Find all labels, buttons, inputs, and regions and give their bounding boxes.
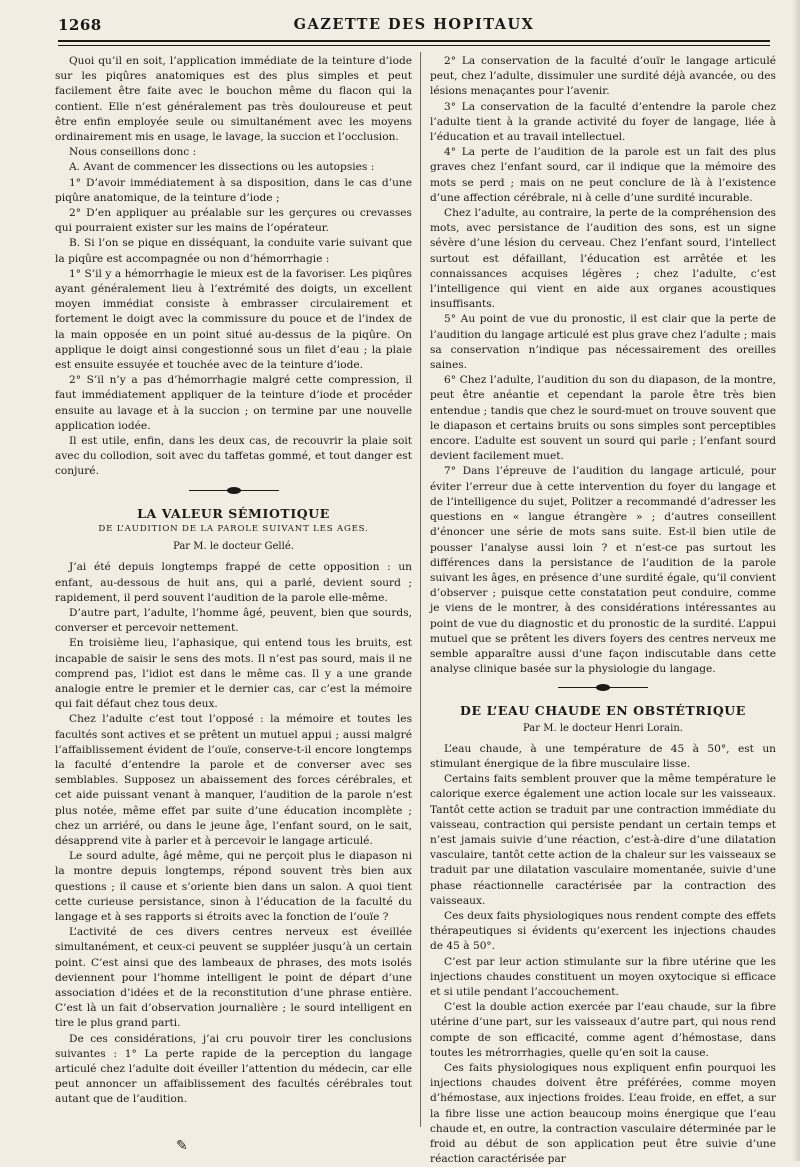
section-separator <box>55 484 412 496</box>
page-edge-shadow <box>792 0 800 1161</box>
paragraph: D’autre part, l’adulte, l’homme âgé, peuvent, bien que sourds, converser et percevoir nettement. <box>55 606 412 635</box>
paragraph: Chez l’adulte c’est tout l’opposé : la mémoire et toutes les facultés sont actives et se prêtent un mutuel appui ; aussi malgré l’affaiblissement évident de l’ouïe, conserve-t-il encore longtemps la faculté d’entendre la parole et de converser avec ses semblables. Supposez un abaissement des forces cérébrales, et cet aide puissant venant à manquer, l’audition de la parole n’est plus notée, même effet par suite d’une éducation incomplète ; chez un arriéré, ou dans le jeune âge, l’enfant sourd, on le sait, désapprend vite à parler et à percevoir le langage articulé. <box>55 713 412 847</box>
article-byline: Par M. le docteur Gellé. <box>173 541 294 553</box>
paragraph: Nous conseillons donc : <box>69 146 197 159</box>
column-divider <box>420 52 421 1127</box>
paragraph: En troisième lieu, l’aphasique, qui entend tous les bruits, est incapable de saisir le sens des mots. Il n’est pas sourd, mais il ne comprend pas, l’idiot est dans le même cas. Il y a une grande analogie entre le premier et le dernier cas, car c’est la mémoire qui fait défaut chez tous deux. <box>55 637 412 711</box>
page-number: 1268 <box>58 16 102 34</box>
paragraph: 5° Au point de vue du pronostic, il est clair que la perte de l’audition du langage articulé est plus grave chez l’adulte ; mais sa conservation n’indique pas nécessairement des oreilles saines. <box>430 313 776 372</box>
paragraph: 1° S’il y a hémorrhagie le mieux est de la favoriser. Les piqûres ayant généralement lieu à l’extrémité des doigts, un excellent moyen immédiat consiste à embrasser circulairement et fortement le doigt avec la commissure du pouce et de l’index de la main opposée en un point situé au-dessus de la piqûre. On applique le doigt ainsi congestionné sous un filet d’eau ; la plaie est ensuite essuyée et touchée avec de la teinture d’iode. <box>55 267 412 372</box>
paragraph: 7° Dans l’épreuve de l’audition du langage articulé, pour éviter l’erreur due à cette intervention du foyer du langage et de l’intelligence du sujet, Politzer a recommandé d’adresser les questions en « langue étrangère » ; d’autres conseillent d’énoncer une série de mots sans suite. Est-il bien utile de pousser l’analyse aussi loin ? et n’est-ce pas surtout les différences dans la persistance de l’audition de la parole suivant les âges, en présence d’une surdité égale, qu’il convient d’observer ; puisque cette constatation peut conduire, comme je viens de le montrer, à des considérations intéressantes au point de vue du diagnostic et du pronostic de la surdité. L’appui mutuel que se prêtent les divers foyers des centres nerveux me semble apparaître aussi d’une façon indiscutable dans cette analyse clinique basée sur la physiologie du langage. <box>430 465 776 676</box>
right-column <box>430 54 776 1167</box>
paragraph: Chez l’adulte, au contraire, la perte de la compréhension des mots, avec persistance de l’audition des sons, est un signe sévère d’une lésion du cerveau. Chez l’enfant sourd, l’intellect surtout est défaillant, l’éducation est arrêtée et les connaissances acquises légères ; chez l’adulte, c’est l’intelligence qui vient en aide aux organes acoustiques insuffisants. <box>430 207 776 311</box>
paragraph: Ces deux faits physiologiques nous rendent compte des effets thérapeutiques si évidents qu’exercent les injections chaudes de 45 à 50°. <box>430 909 776 953</box>
paragraph: 2° D’en appliquer au préalable sur les gerçures ou crevasses qui pourraient exister sur les mains de l’opérateur. <box>55 207 412 235</box>
article-byline: Par M. le docteur Henri Lorain. <box>523 722 683 734</box>
paragraph: 2° S’il n’y a pas d’hémorrhagie malgré cette compression, il faut immédiatement appliquer de la teinture d’iode et procéder ensuite au lavage et à la succion ; on termine par une nouvelle application iodée. <box>55 374 412 432</box>
paragraph: Ces faits physiologiques nous expliquent enfin pourquoi les injections chaudes doivent être préférées, comme moyen d’hémostase, aux injections froides. L’eau froide, en effet, a sur la fibre lisse une action beaucoup moins énergique que l’eau chaude et, en outre, la contraction vasculaire déterminée par le froid au début de son application peut être suivie d’une réaction caractérisée par <box>430 1062 776 1166</box>
paragraph: De ces considérations, j’ai cru pouvoir tirer les conclusions suivantes : 1° La perte rapide de la perception du langage articulé chez l’adulte doit éveiller l’attention du médecin, car elle peut annoncer un affaiblissement des facultés cérébrales tout autant que de l’audition. <box>55 1032 412 1106</box>
page-header <box>58 14 770 40</box>
paragraph: L’eau chaude, à une température de 45 à 50°, est un stimulant énergique de la fibre musculaire lisse. <box>430 742 776 770</box>
paragraph: B. Si l’on se pique en disséquant, la conduite varie suivant que la piqûre est accompagnée ou non d’hémorrhagie : <box>55 237 412 265</box>
paragraph: C’est par leur action stimulante sur la fibre utérine que les injections chaudes constituent un moyen oxytocique si efficace et si utile pendant l’accouchement. <box>430 955 776 998</box>
paragraph: 3° La conservation de la faculté d’entendre la parole chez l’adulte tient à la grande activité du foyer de langage, liée à l’éducation et au travail intellectuel. <box>430 100 776 144</box>
paragraph: Le sourd adulte, âgé même, qui ne perçoit plus le diapason ni la montre depuis longtemps, répond souvent très bien aux questions ; il cause et s’oriente bien dans un salon. A quoi tient cette curieuse persistance, sinon à l’éducation de la faculté du langage et à ses rapports si étroits avec la fonction de l’ouïe ? <box>55 850 412 923</box>
paragraph: Il est utile, enfin, dans les deux cas, de recouvrir la plaie soit avec du collodion, soit avec du taffetas gommé, et tout danger est conjuré. <box>55 435 412 478</box>
header-rule-thick <box>58 40 770 42</box>
separator-ornament <box>227 487 241 494</box>
article-subtitle: DE L’AUDITION DE LA PAROLE SUIVANT LES AGES. <box>98 523 369 534</box>
paragraph: J’ai été depuis longtemps frappé de cette opposition : un enfant, au-dessous de huit ans, qui a parlé, devient sourd ; rapidement, il perd souvent l’audition de la parole elle-même. <box>55 561 412 604</box>
journal-title: GAZETTE DES HOPITAUX <box>293 16 535 33</box>
paragraph: 6° Chez l’adulte, l’audition du son du diapason, de la montre, peut être anéantie et cependant la parole être très bien entendue ; tandis que chez le sourd-muet on trouve souvent que le diapason et certains bruits ou sons simples sont perceptibles encore. L’adulte est souvent un sourd qui parle ; l’enfant sourd devient facilement muet. <box>430 374 776 463</box>
paragraph: 4° La perte de l’audition de la parole est un fait des plus graves chez l’enfant sourd, car il indique que la mémoire des mots se perd ; mais on ne peut conclure de là à l’existence d’une affection cérébrale, ni à celle d’une surdité incurable. <box>430 146 776 204</box>
article-title: DE L’EAU CHAUDE EN OBSTÉTRIQUE <box>460 703 746 719</box>
paragraph: 1° D’avoir immédiatement à sa disposition, dans le cas d’une piqûre anatomique, de la teinture d’iode ; <box>55 176 412 204</box>
paragraph: Certains faits semblent prouver que la même température le calorique exerce également une action locale sur les vaisseaux. Tantôt cette action se traduit par une contraction immédiate du vaisseau, contraction qui persiste pendant un certain temps et n’est jamais suivie d’une réaction, c’est-à-dire d’une dilatation vasculaire, tantôt cette action de la chaleur sur les vaisseaux se traduit par une dilatation vasculaire momentanée, suivie d’une phase réactionnelle caractérisée par la contraction des vaisseaux. <box>430 773 776 907</box>
article-title: LA VALEUR SÉMIOTIQUE <box>137 505 330 521</box>
paragraph: L’activité de ces divers centres nerveux est éveillée simultanément, et ceux-ci peuvent se suppléer jusqu’à un certain point. C’est ainsi que des lambeaux de phrases, des mots isolés deviennent pour l’homme intelligent le point de départ d’une association d’idées et de la reconstitution d’une phrase entière. C’est là un fait d’observation journalière ; le sourd intelligent en tire le plus grand parti. <box>55 926 412 1030</box>
header-rule-thin <box>58 45 770 46</box>
paragraph: A. Avant de commencer les dissections ou les autopsies : <box>69 161 375 174</box>
left-column <box>55 54 412 1108</box>
paragraph: C’est la double action exercée par l’eau chaude, sur la fibre utérine d’une part, sur les vaisseaux d’autre part, qui nous rend compte de son efficacité, comme agent d’hémostase, dans toutes les métrorrhagies, quelle qu’en soit la cause. <box>430 1001 776 1059</box>
printer-mark-icon: ✎ <box>176 1138 188 1154</box>
paragraph: Quoi qu’il en soit, l’application immédiate de la teinture d’iode sur les piqûres anatomiques est des plus simples et peut facilement être faite avec le bouchon même du flacon qui la contient. Elle n’est généralement pas très douloureuse et peut être enfin employée seule ou simultanément avec les moyens ordinairement mis en usage, le lavage, la succion et l’occlusion. <box>55 55 412 144</box>
paragraph: 2° La conservation de la faculté d’ouïr le langage articulé peut, chez l’adulte, dissimuler une surdité déjà avancée, ou des lésions menaçantes pour l’avenir. <box>430 55 776 98</box>
separator-ornament <box>596 684 610 691</box>
section-separator <box>430 681 776 693</box>
